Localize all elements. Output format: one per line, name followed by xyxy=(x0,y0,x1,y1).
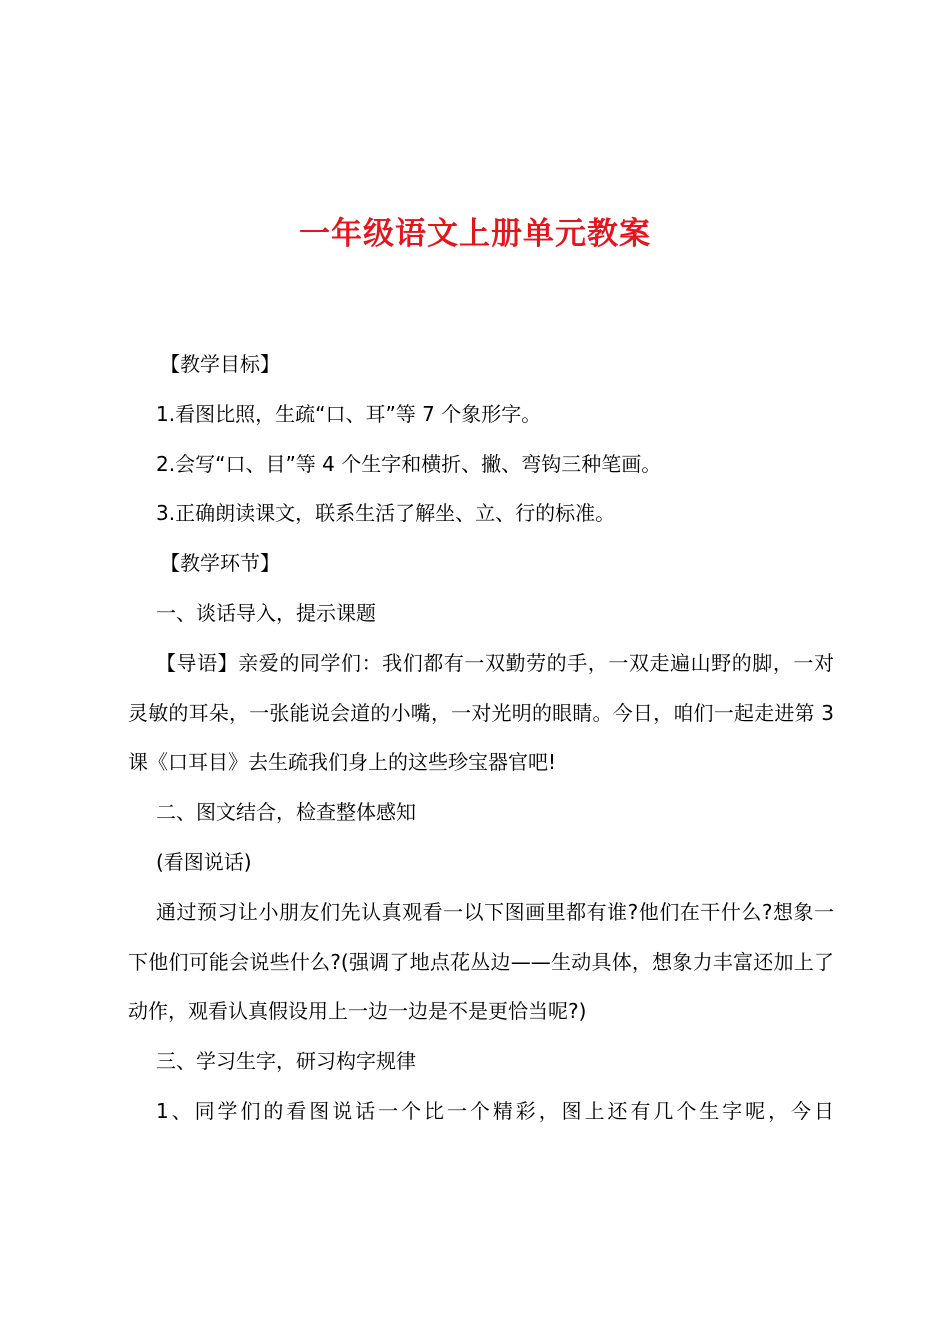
step-heading-1: 一、谈话导入，提示课题 xyxy=(156,600,376,625)
goal-item-2: 2.会写“口、目”等 4 个生字和横折、撇、弯钩三种笔画。 xyxy=(156,451,662,476)
section-heading-teaching-goals: 【教学目标】 xyxy=(160,352,280,376)
document-body xyxy=(128,340,834,1137)
step-heading-2: 二、图文结合，检查整体感知 xyxy=(156,800,416,825)
intro-paragraph: 【导语】亲爱的同学们：我们都有一双勤劳的手，一双走遍山野的脚，一对灵敏的耳朵，一张能说会道的小嘴，一对光明的眼睛。今日，咱们一起走进第 3 课《口耳目》去生疏我们身上的这些珍宝器官吧! xyxy=(128,650,834,775)
goal-item-1: 1.看图比照，生疏“口、耳”等 7 个象形字。 xyxy=(156,401,542,426)
picture-talk-label: (看图说话) xyxy=(156,849,252,874)
goal-item-3: 3.正确朗读课文，联系生活了解坐、立、行的标准。 xyxy=(156,501,616,526)
character-learning-paragraph: 1、同学们的看图说话一个比一个精彩，图上还有几个生字呢，今日 xyxy=(156,1098,834,1123)
document-title: 一年级语文上册单元教案 xyxy=(299,216,651,252)
preview-paragraph: 通过预习让小朋友们先认真观看一以下图画里都有谁?他们在干什么?想象一下他们可能会说些什么?(强调了地点花丛边——生动具体，想象力丰富还加上了动作，观看认真假设用上一边一边是不是更恰当呢?) xyxy=(128,899,834,1024)
section-heading-teaching-steps: 【教学环节】 xyxy=(160,551,280,576)
step-heading-3: 三、学习生字，研习构字规律 xyxy=(156,1049,416,1074)
